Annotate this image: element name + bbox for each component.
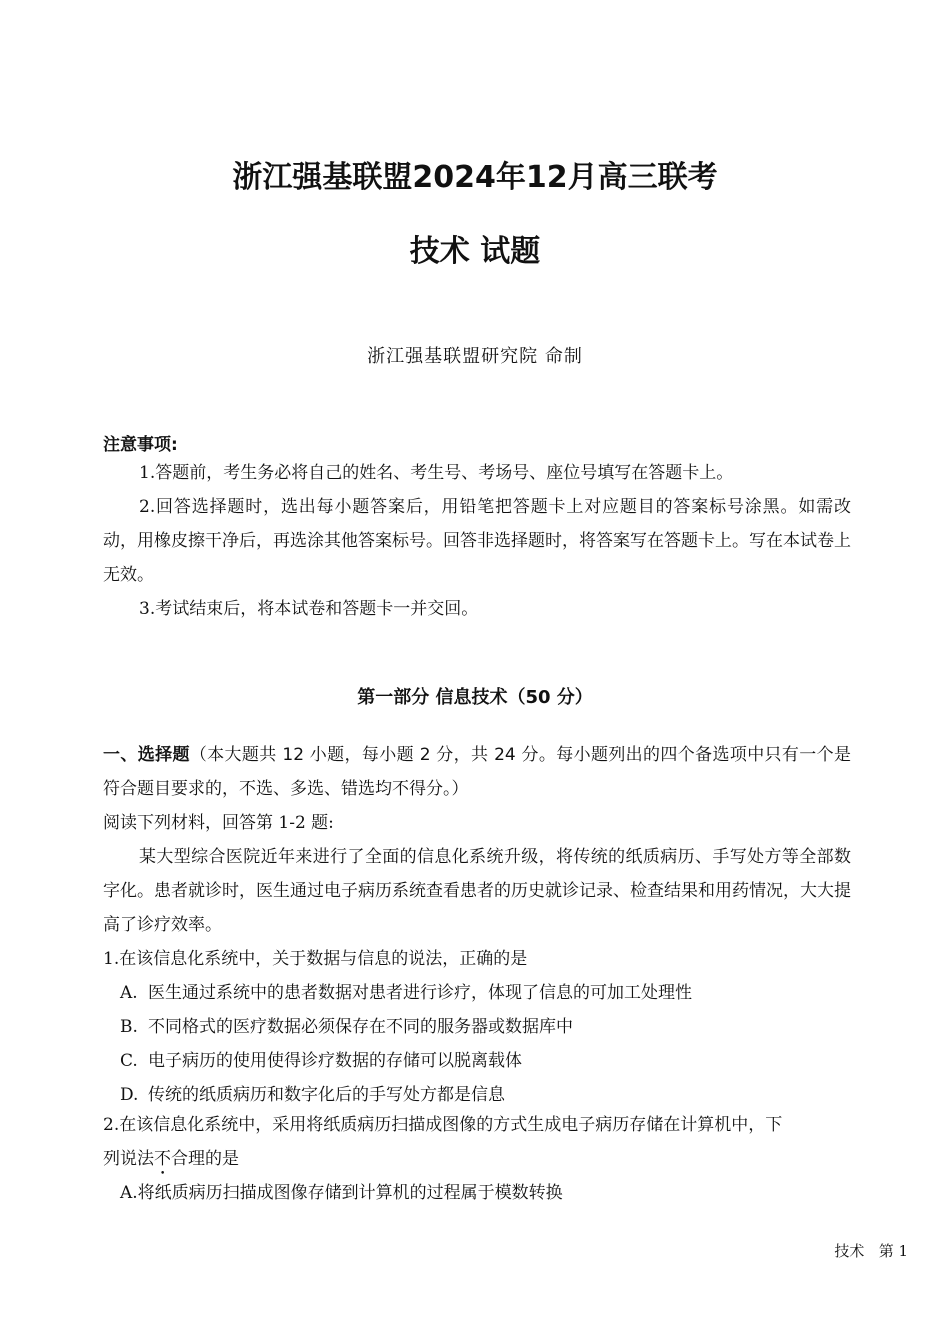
question-1-option-c (120, 1044, 522, 1078)
question-1-option-d (120, 1078, 505, 1112)
part-title: 第一部分 信息技术（50 分） (357, 687, 593, 708)
reading-material: 某大型综合医院近年来进行了全面的信息化系统升级，将传统的纸质病历、手写处方等全部数字化。患者就诊时，医生通过电子病历系统查看患者的历史就诊记录、检查结果和用药情况，大大提高了诊疗效率。 (103, 847, 851, 935)
footer-subject: 技术 (834, 1242, 865, 1260)
option-text: 不同格式的医疗数据必须保存在不同的服务器或数据库中 (148, 1017, 573, 1037)
option-text: 电子病历的使用使得诊疗数据的存储可以脱离载体 (148, 1051, 522, 1071)
exam-title: 浙江强基联盟2024年12月高三联考 (232, 160, 718, 195)
question-1-option-a (120, 976, 692, 1010)
option-text: 传统的纸质病历和数字化后的手写处方都是信息 (148, 1085, 505, 1105)
option-letter: A. (120, 983, 138, 1003)
section-title: 一、选择题 (103, 745, 190, 765)
option-letter: C. (120, 1051, 138, 1071)
notes-heading: 注意事项: (103, 435, 178, 455)
question-2-stem-line2-post: 合理的是 (171, 1149, 239, 1169)
note-item-1: 1.答题前，考生务必将自己的姓名、考生号、考场号、座位号填写在答题卡上。 (139, 463, 734, 483)
issuing-institute: 浙江强基联盟研究院 命制 (367, 346, 583, 367)
footer-page-number: 第 1 (878, 1242, 908, 1260)
question-2-stem-line2-pre: 列说法 (103, 1149, 154, 1169)
option-letter: B. (120, 1017, 138, 1037)
question-2-emphasis: 不 (154, 1149, 171, 1169)
question-2-stem (103, 1108, 851, 1179)
reading-prompt: 阅读下列材料，回答第 1-2 题: (103, 813, 334, 833)
option-text: 医生通过系统中的患者数据对患者进行诊疗，体现了信息的可加工处理性 (148, 983, 692, 1003)
page-footer (834, 1240, 908, 1261)
question-1-option-b (120, 1010, 573, 1044)
question-1-stem: 1.在该信息化系统中，关于数据与信息的说法，正确的是 (103, 949, 528, 969)
section-description: （本大题共 12 小题，每小题 2 分，共 24 分。每小题列出的四个备选项中只有一个是符合题目要求的，不选、多选、错选均不得分。） (103, 745, 851, 799)
option-letter: D. (120, 1085, 139, 1105)
section-intro (103, 738, 851, 806)
exam-subtitle: 技术 试题 (409, 234, 541, 269)
note-item-3: 3.考试结束后，将本试卷和答题卡一并交回。 (139, 599, 479, 619)
question-2-option-a: A.将纸质病历扫描成图像存储到计算机的过程属于模数转换 (120, 1183, 563, 1203)
note-item-2: 2.回答选择题时，选出每小题答案后，用铅笔把答题卡上对应题目的答案标号涂黑。如需改动，用橡皮擦干净后，再选涂其他答案标号。回答非选择题时，将答案写在答题卡上。写在本试卷上无效。 (103, 497, 851, 585)
question-2-stem-line1: 2.在该信息化系统中，采用将纸质病历扫描成图像的方式生成电子病历存储在计算机中，下 (103, 1115, 783, 1135)
